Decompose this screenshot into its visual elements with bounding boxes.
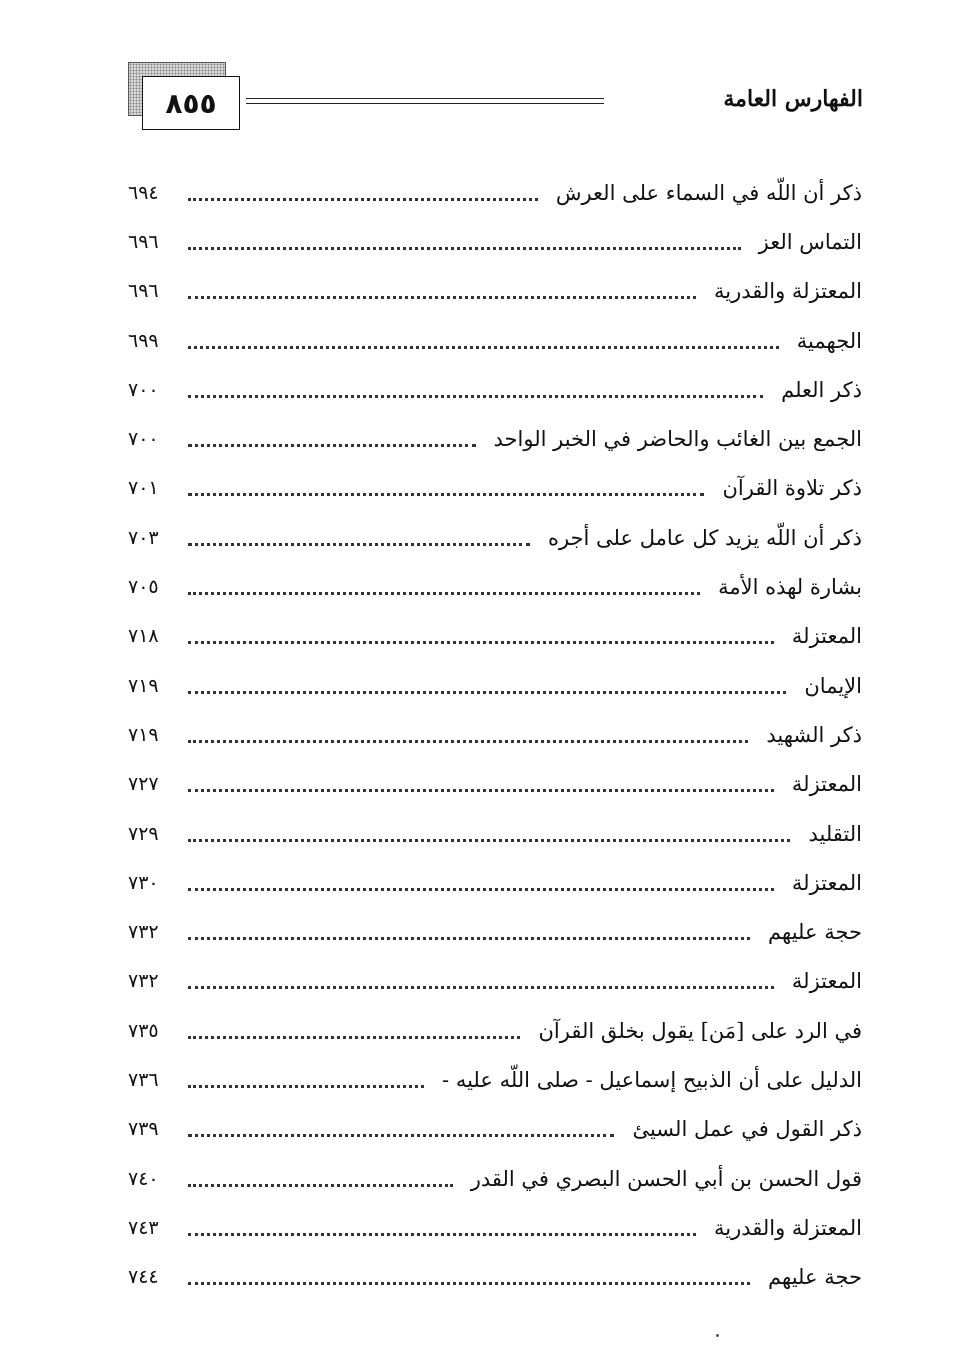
entry-page-number: ٧٠٥ xyxy=(128,576,159,599)
entry-page-number: ٧٤٤ xyxy=(128,1266,159,1289)
index-entry xyxy=(128,1105,862,1154)
entry-title: قول الحسن بن أبي الحسن البصري في القدر xyxy=(470,1166,862,1191)
entry-title: الجهمية xyxy=(796,328,862,353)
dot-leader xyxy=(188,246,741,250)
index-entry xyxy=(128,1055,862,1104)
index-entry xyxy=(128,562,862,611)
index-entry xyxy=(128,513,862,562)
index-entry xyxy=(128,957,862,1006)
dot-leader xyxy=(188,542,530,546)
entry-page-number: ٧٢٧ xyxy=(128,773,159,796)
entry-title: بشارة لهذه الأمة xyxy=(718,575,862,600)
entry-title: المعتزلة والقدرية xyxy=(713,1215,862,1240)
entry-title: التماس العز xyxy=(758,229,862,254)
index-entries xyxy=(128,168,862,1302)
index-entry xyxy=(128,809,862,858)
entry-title: ذكر القول في عمل السيئ xyxy=(632,1117,862,1142)
entry-page-number: ٧٣٩ xyxy=(128,1118,159,1141)
dot-leader xyxy=(188,1035,520,1039)
index-entry xyxy=(128,858,862,907)
entry-page-number: ٦٩٦ xyxy=(128,230,159,253)
entry-page-number: ٧٢٩ xyxy=(128,822,159,845)
dot-leader xyxy=(188,1281,750,1285)
index-entry xyxy=(128,710,862,759)
dot-leader xyxy=(188,936,750,940)
index-entry xyxy=(128,661,862,710)
index-entry xyxy=(128,1203,862,1252)
speck-mark xyxy=(716,1334,719,1337)
entry-title: ذكر تلاوة القرآن xyxy=(722,476,862,501)
dot-leader xyxy=(188,197,538,201)
index-entry xyxy=(128,316,862,365)
index-entry xyxy=(128,365,862,414)
page-number-frame xyxy=(128,62,240,130)
entry-page-number: ٦٩٩ xyxy=(128,329,159,352)
header-title: الفهارس العامة xyxy=(723,86,863,112)
page-header xyxy=(128,62,863,137)
index-entry xyxy=(128,760,862,809)
dot-leader xyxy=(188,640,774,644)
entry-title: الجمع بين الغائب والحاضر في الخبر الواحد xyxy=(493,427,862,452)
dot-leader xyxy=(188,1133,614,1137)
entry-page-number: ٧٣٢ xyxy=(128,921,159,944)
entry-title: المعتزلة xyxy=(791,772,862,797)
entry-page-number: ٧٤٠ xyxy=(128,1167,159,1190)
dot-leader xyxy=(188,1084,424,1088)
index-entry xyxy=(128,1006,862,1055)
entry-page-number: ٧٣٦ xyxy=(128,1068,159,1091)
dot-leader xyxy=(188,690,786,694)
index-entry xyxy=(128,612,862,661)
entry-page-number: ٧٠١ xyxy=(128,477,159,500)
dot-leader xyxy=(188,443,476,447)
dot-leader xyxy=(188,739,748,743)
entry-page-number: ٧١٩ xyxy=(128,723,159,746)
entry-title: ذكر أن اللّه يزيد كل عامل على أجره xyxy=(547,525,862,550)
entry-page-number: ٧٣٥ xyxy=(128,1019,159,1042)
header-rule xyxy=(246,98,604,104)
index-entry xyxy=(128,907,862,956)
entry-title: المعتزلة xyxy=(791,969,862,994)
dot-leader xyxy=(188,887,774,891)
entry-page-number: ٧١٩ xyxy=(128,674,159,697)
entry-title: ذكر العلم xyxy=(781,377,862,402)
entry-title: المعتزلة xyxy=(791,624,862,649)
index-entry xyxy=(128,168,862,217)
entry-title: المعتزلة والقدرية xyxy=(713,279,862,304)
entry-title: المعتزلة xyxy=(791,870,862,895)
entry-page-number: ٦٩٤ xyxy=(128,181,159,204)
index-entry xyxy=(128,464,862,513)
index-entry xyxy=(128,1253,862,1302)
dot-leader xyxy=(188,1183,453,1187)
index-entry xyxy=(128,414,862,463)
entry-page-number: ٧٤٣ xyxy=(128,1216,159,1239)
entry-page-number: ٧٣٠ xyxy=(128,871,159,894)
entry-page-number: ٧٠٣ xyxy=(128,526,159,549)
dot-leader xyxy=(188,788,774,792)
entry-title: حجة عليهم xyxy=(768,1265,862,1290)
entry-title: الإيمان xyxy=(804,673,862,698)
page-number: ٨٥٥ xyxy=(142,76,240,130)
entry-title: في الرد على [مَن] يقول بخلق القرآن xyxy=(538,1018,862,1043)
index-entry xyxy=(128,217,862,266)
dot-leader xyxy=(188,492,704,496)
entry-page-number: ٦٩٦ xyxy=(128,280,159,303)
dot-leader xyxy=(188,295,696,299)
entry-page-number: ٧٠٠ xyxy=(128,378,159,401)
entry-page-number: ٧٣٢ xyxy=(128,970,159,993)
index-entry xyxy=(128,1154,862,1203)
entry-title: حجة عليهم xyxy=(768,920,862,945)
dot-leader xyxy=(188,838,790,842)
entry-page-number: ٧٠٠ xyxy=(128,428,159,451)
entry-title: التقليد xyxy=(808,821,862,846)
dot-leader xyxy=(188,985,774,989)
entry-title: ذكر الشهيد xyxy=(766,722,862,747)
entry-title: الدليل على أن الذبيح إسماعيل - صلى اللّه عليه - xyxy=(442,1067,862,1092)
dot-leader xyxy=(188,591,700,595)
dot-leader xyxy=(188,1232,696,1236)
entry-title: ذكر أن اللّه في السماء على العرش xyxy=(555,180,862,205)
dot-leader xyxy=(188,345,779,349)
dot-leader xyxy=(188,394,763,398)
entry-page-number: ٧١٨ xyxy=(128,625,159,648)
index-entry xyxy=(128,267,862,316)
